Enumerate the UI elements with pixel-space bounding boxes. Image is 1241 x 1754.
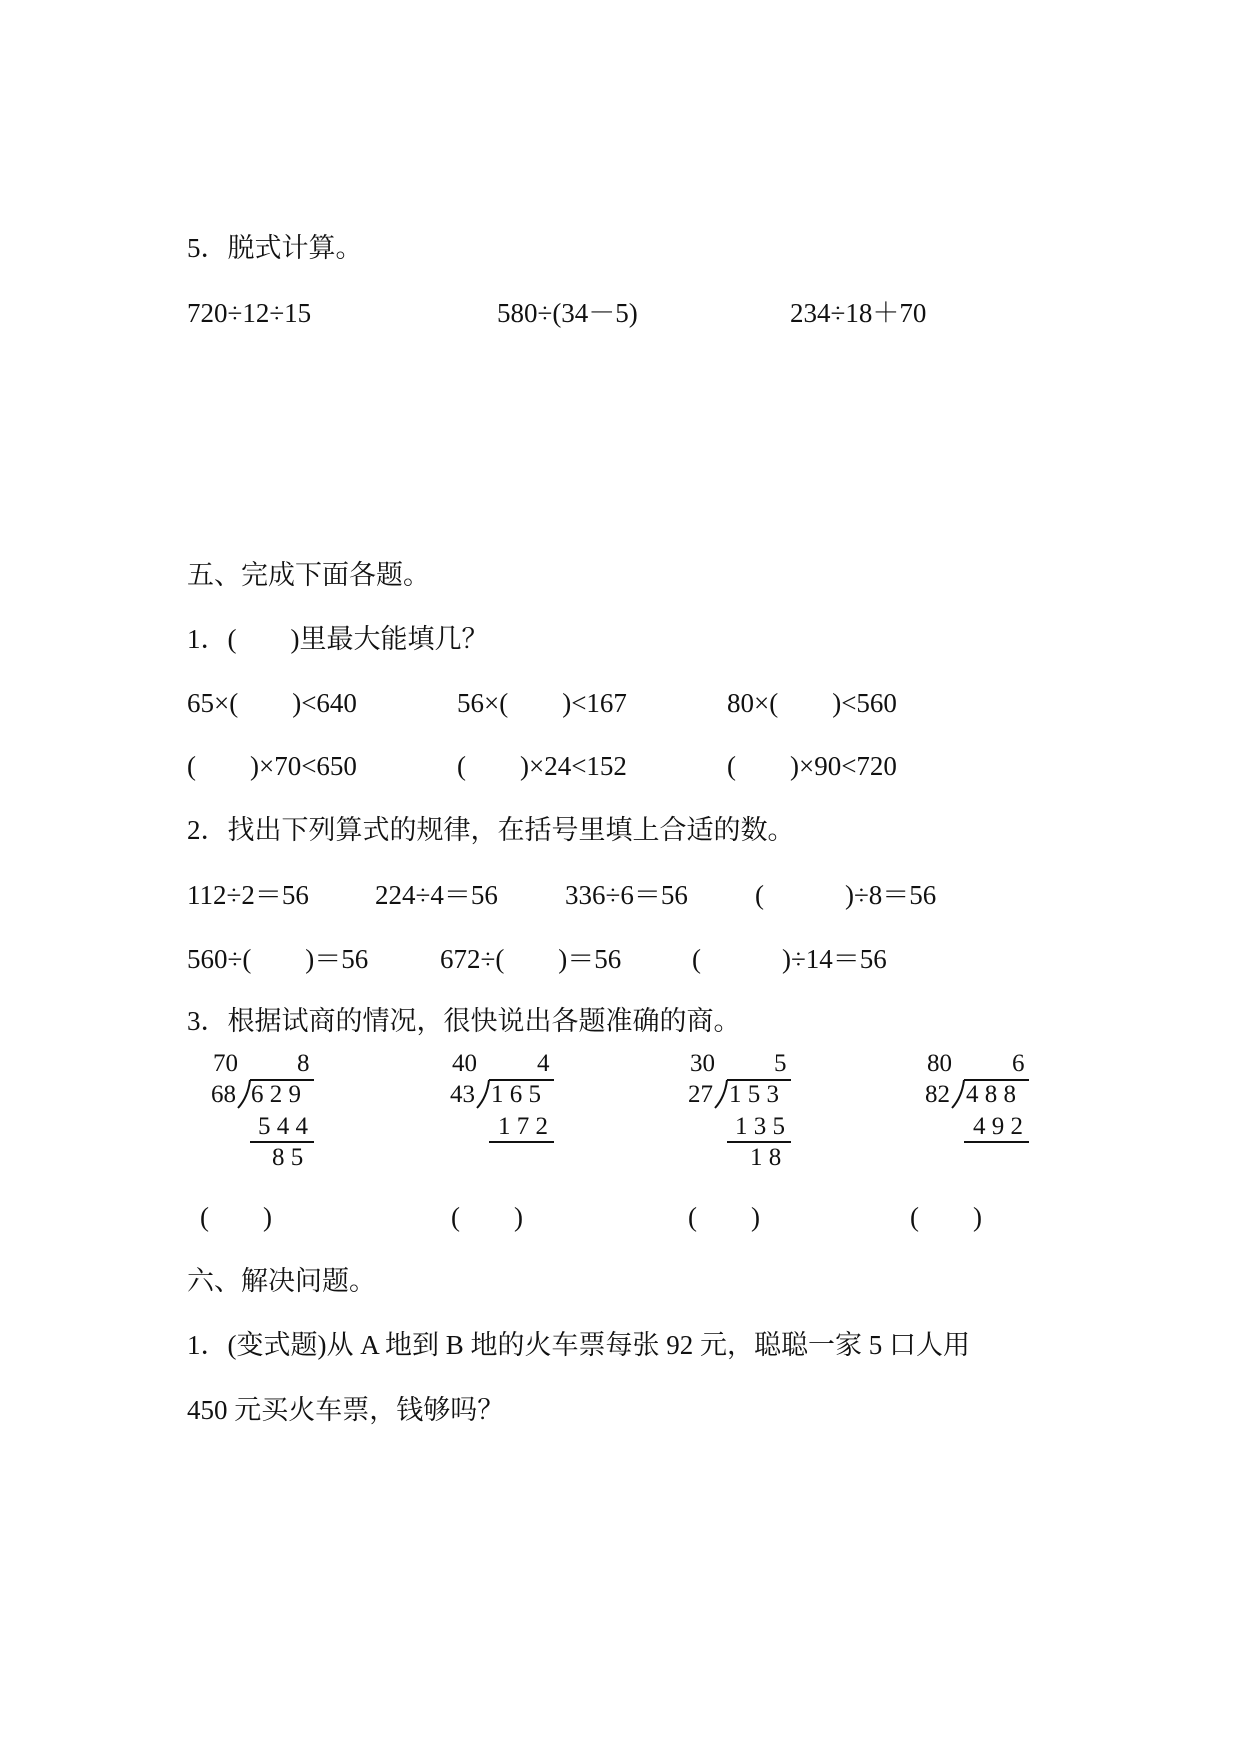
dividend: 4 8 8 [966,1081,1016,1108]
dividend: 1 6 5 [491,1081,541,1108]
pattern-expr-3: 336÷6＝56 [565,880,688,910]
remainder: 8 5 [272,1144,304,1171]
trial-quotient: 6 [1012,1050,1025,1077]
approx-divisor: 40 [452,1050,477,1077]
expression-2: 580÷(34－5) [497,298,638,328]
pattern-expr-2: 224÷4＝56 [375,880,498,910]
answer-blank-3: ( ) [688,1202,760,1232]
subtraction-line [489,1141,554,1143]
fill-blank-4: ( )×70<650 [187,751,357,781]
pattern-expr-5: 560÷( )＝56 [187,944,369,974]
fill-blank-3: 80×( )<560 [727,688,897,718]
question-2-title: 2．找出下列算式的规律，在括号里填上合适的数。 [187,815,795,845]
approx-divisor: 70 [213,1050,238,1077]
product: 1 3 5 [735,1113,785,1140]
word-problem-line-1: 1．(变式题)从 A 地到 B 地的火车票每张 92 元，聪聪一家 5 口人用 [187,1330,970,1360]
dividend: 1 5 3 [729,1081,779,1108]
question-1-title: 1．( )里最大能填几？ [187,624,489,654]
trial-quotient: 5 [774,1050,787,1077]
divisor: 27 [688,1081,713,1108]
pattern-expr-1: 112÷2＝56 [187,880,309,910]
product: 5 4 4 [258,1113,308,1140]
approx-divisor: 80 [927,1050,952,1077]
word-problem-line-2: 450 元买火车票，钱够吗？ [187,1395,505,1425]
product: 1 7 2 [498,1113,548,1140]
question-3-title: 3．根据试商的情况，很快说出各题准确的商。 [187,1006,741,1036]
expression-3: 234÷18＋70 [790,298,927,328]
approx-divisor: 30 [690,1050,715,1077]
section-5-heading: 五、完成下面各题。 [187,560,430,590]
subtraction-line [727,1141,791,1143]
question-5-title: 5．脱式计算。 [187,233,363,263]
trial-quotient: 8 [297,1050,310,1077]
divisor: 43 [450,1081,475,1108]
dividend: 6 2 9 [251,1081,301,1108]
division-bracket [236,1079,252,1109]
pattern-expr-6: 672÷( )＝56 [440,944,622,974]
divisor: 68 [211,1081,236,1108]
product: 4 9 2 [973,1113,1023,1140]
pattern-expr-4: ( )÷8＝56 [755,880,937,910]
expression-1: 720÷12÷15 [187,298,312,328]
division-bracket [475,1079,491,1109]
trial-quotient: 4 [537,1050,550,1077]
division-bracket [713,1079,729,1109]
answer-blank-2: ( ) [451,1202,523,1232]
fill-blank-2: 56×( )<167 [457,688,627,718]
answer-blank-4: ( ) [910,1202,982,1232]
division-bracket [950,1079,966,1109]
subtraction-line [250,1141,314,1143]
subtraction-line [964,1141,1029,1143]
section-6-heading: 六、解决问题。 [187,1266,376,1296]
answer-blank-1: ( ) [200,1202,272,1232]
fill-blank-6: ( )×90<720 [727,751,897,781]
pattern-expr-7: ( )÷14＝56 [692,944,887,974]
fill-blank-5: ( )×24<152 [457,751,627,781]
divisor: 82 [925,1081,950,1108]
fill-blank-1: 65×( )<640 [187,688,357,718]
remainder: 1 8 [750,1144,782,1171]
